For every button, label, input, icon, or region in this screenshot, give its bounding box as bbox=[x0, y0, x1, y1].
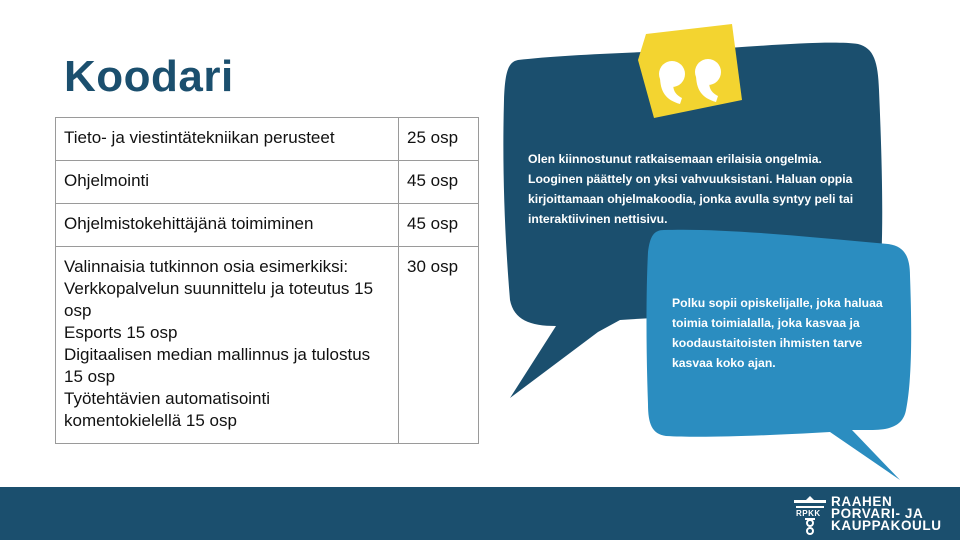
slide-title: Koodari bbox=[64, 52, 234, 101]
logo-line: PORVARI- JA bbox=[831, 506, 924, 521]
course-name: Tieto- ja viestintätekniikan perusteet bbox=[56, 118, 399, 161]
logo-line: KAUPPAKOULU bbox=[831, 518, 942, 533]
elective-item: Työtehtävien automatisointi komentokielellä 15 osp bbox=[64, 389, 271, 430]
logo-line: RAAHEN bbox=[831, 494, 893, 509]
logo-abbreviation: RPKK bbox=[796, 509, 821, 518]
elective-item: Esports 15 osp bbox=[64, 323, 178, 342]
course-credits: 45 osp bbox=[399, 161, 479, 204]
elective-item: Verkkopalvelun suunnittelu ja toteutus 15 osp bbox=[64, 279, 374, 320]
student-quote: Olen kiinnostunut ratkaisemaan erilaisia ongelmia. Looginen päättely on yksi vahvuuksistani. Haluan oppia kirjoittamaan ohjelmakoodia, jonka avulla syntyy peli tai interaktiivinen nettisivu. bbox=[528, 152, 854, 226]
course-name: Ohjelmistokehittäjänä toimiminen bbox=[56, 204, 399, 247]
elective-item: Digitaalisen median mallinnus ja tulostus 15 osp bbox=[64, 345, 371, 386]
path-description: Polku sopii opiskelijalle, joka haluaa toimia toimialalla, joka kasvaa ja koodaustaitoisten ihmisten tarve kasvaa koko ajan. bbox=[672, 296, 883, 370]
course-name: Ohjelmointi bbox=[56, 161, 399, 204]
school-logo-text bbox=[831, 496, 942, 532]
elective-heading: Valinnaisia tutkinnon osia esimerkiksi: bbox=[64, 257, 349, 276]
course-credits: 45 osp bbox=[399, 204, 479, 247]
course-credits: 30 osp bbox=[399, 247, 479, 444]
course-credits: 25 osp bbox=[399, 118, 479, 161]
